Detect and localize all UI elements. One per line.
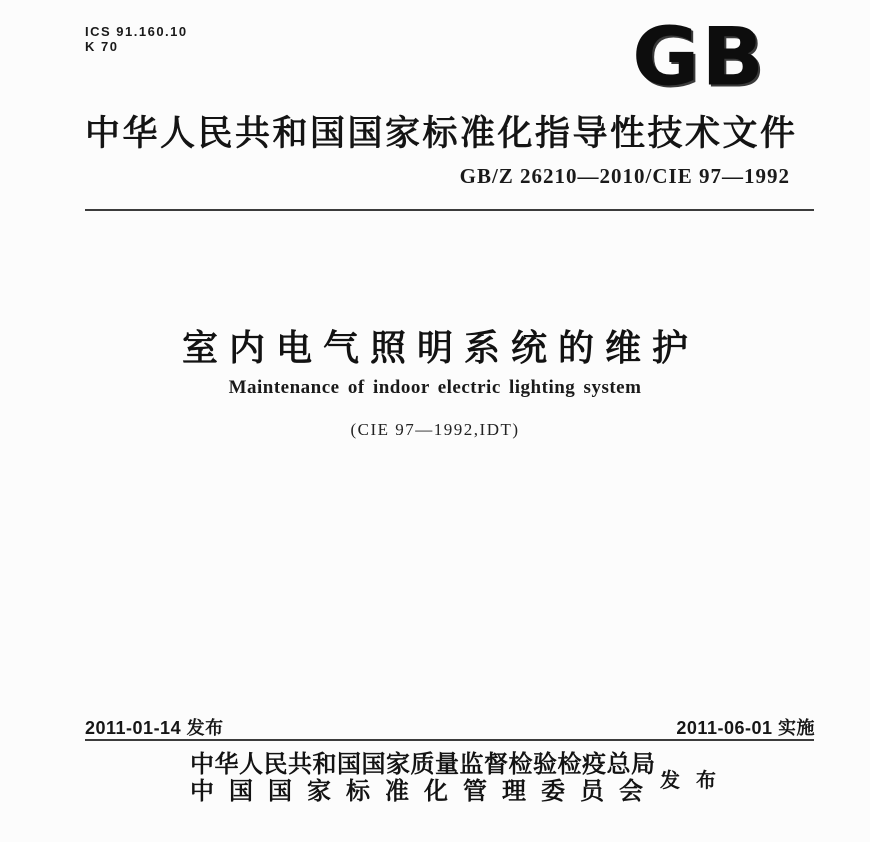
- gb-logo: GB: [632, 10, 766, 105]
- title-chinese: 室内电气照明系统的维护: [181, 327, 699, 368]
- ccs-code: K 70: [85, 39, 119, 54]
- document-class-title: 中华人民共和国国家标准化指导性技术文件: [85, 114, 798, 153]
- issuer-aqsiq: 中华人民共和国国家质量监督检验检疫总局: [190, 751, 656, 778]
- issuing-bodies: [190, 751, 658, 805]
- adoption-note: (CIE 97—1992,IDT): [350, 420, 520, 439]
- standard-number: GB/Z 26210—2010/CIE 97—1992: [459, 164, 790, 188]
- title-english: Maintenance of indoor electric lighting system: [228, 377, 642, 398]
- implement-date: 2011-06-01 实施: [676, 718, 815, 738]
- issuer-sac: 中国国家标准化管理委员会: [190, 778, 658, 805]
- footer-divider: [85, 739, 814, 741]
- ics-classification: [85, 24, 188, 54]
- header-divider: [85, 209, 814, 211]
- issue-date: 2011-01-14 发布: [85, 718, 224, 738]
- publish-label: 发布: [660, 770, 732, 792]
- ics-code: ICS 91.160.10: [85, 24, 188, 39]
